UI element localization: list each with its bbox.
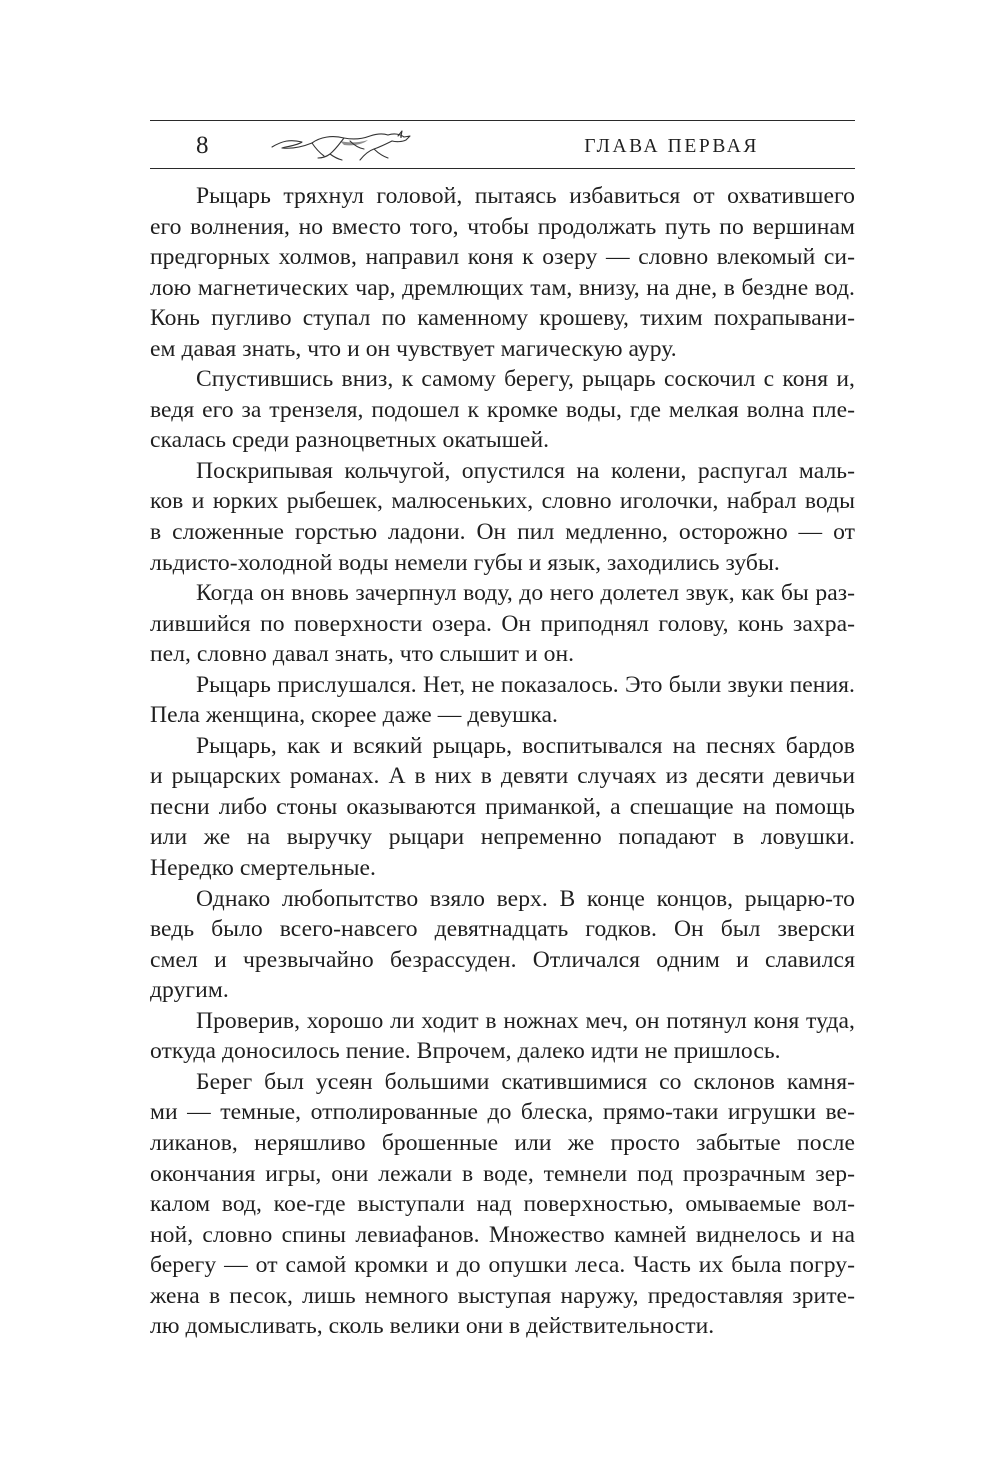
text-line: Конь пугливо ступал по каменному крошеву, тихим похрапывани- bbox=[150, 305, 855, 332]
text-line: Однако любопытство взяло верх. В конце концов, рыцарю-то bbox=[196, 885, 855, 912]
text-line: ведя его за трензеля, подошел к кромке воды, где мелкая волна пле- bbox=[150, 396, 855, 423]
text-line: ем давая знать, что и он чувствует магическую ауру. bbox=[150, 335, 677, 362]
page-number: 8 bbox=[196, 132, 209, 159]
text-line: Рыцарь прислушался. Нет, не показалось. Это были звуки пения. bbox=[196, 671, 855, 698]
text-line: ведь было всего-навсего девятнадцать годков. Он был зверски bbox=[150, 916, 855, 943]
text-line: Рыцарь, как и всякий рыцарь, воспитывался на песнях бардов bbox=[196, 732, 855, 759]
text-line: или же на выручку рыцари непременно попадают в ловушки. bbox=[150, 824, 855, 851]
paragraph-9 bbox=[150, 1067, 855, 1342]
text-line: в сложенные горстью ладони. Он пил медленно, осторожно — от bbox=[150, 519, 855, 546]
text-line: льдисто-холодной воды немели губы и язык, заходились зубы. bbox=[150, 549, 780, 576]
running-wolf-ornament-icon bbox=[268, 127, 418, 165]
text-line: ной, словно спины левиафанов. Множество камней виднелось и на bbox=[150, 1221, 855, 1248]
chapter-title: ГЛАВА ПЕРВАЯ bbox=[584, 136, 759, 157]
text-line: ков и юрких рыбешек, малюсеньких, словно иголочки, набрал воды bbox=[150, 488, 855, 515]
text-line: Поскрипывая кольчугой, опустился на колени, распугал маль- bbox=[196, 457, 855, 484]
paragraph-6 bbox=[150, 731, 855, 884]
text-line: смел и чрезвычайно безрассуден. Отличался одним и славился bbox=[150, 946, 855, 973]
text-line: Нередко смертельные. bbox=[150, 855, 376, 882]
text-line: окончания игры, они лежали в воде, темнели под прозрачным зер- bbox=[150, 1160, 855, 1187]
paragraph-3 bbox=[150, 456, 855, 578]
body-text bbox=[150, 181, 855, 1342]
text-line: жена в песок, лишь немного выступая наружу, предоставляя зрите- bbox=[150, 1282, 855, 1309]
running-header bbox=[150, 124, 855, 168]
text-line: берегу — от самой кромки и до опушки леса. Часть их была погру- bbox=[150, 1252, 855, 1279]
paragraph-5 bbox=[150, 670, 855, 731]
text-line: лою магнетических чар, дремлющих там, внизу, на дне, в бездне вод. bbox=[150, 274, 855, 301]
paragraph-8 bbox=[150, 1006, 855, 1067]
header-top-rule bbox=[150, 120, 855, 121]
text-line: Спустившись вниз, к самому берегу, рыцарь соскочил с коня и, bbox=[196, 366, 855, 393]
text-line: откуда доносилось пение. Впрочем, далеко идти не пришлось. bbox=[150, 1038, 781, 1065]
text-line: пел, словно давал знать, что слышит и он. bbox=[150, 641, 575, 668]
text-line: скалась среди разноцветных окатышей. bbox=[150, 427, 550, 454]
text-line: Проверив, хорошо ли ходит в ножнах меч, он потянул коня туда, bbox=[196, 1007, 855, 1034]
text-line: другим. bbox=[150, 977, 229, 1004]
text-line: Когда он вновь зачерпнул воду, до него долетел звук, как бы раз- bbox=[196, 580, 855, 607]
text-line: лю домысливать, сколь велики они в действительности. bbox=[150, 1313, 715, 1340]
text-line: Рыцарь тряхнул головой, пытаясь избавиться от охватившего bbox=[196, 183, 855, 209]
text-line: ми — темные, отполированные до блеска, прямо-таки игрушки ве- bbox=[150, 1099, 855, 1126]
paragraph-4 bbox=[150, 578, 855, 670]
text-line: песни либо стоны оказываются приманкой, а спешащие на помощь bbox=[150, 793, 855, 820]
paragraph-2 bbox=[150, 364, 855, 456]
text-line: ликанов, неряшливо брошенные или же просто забытые после bbox=[150, 1129, 855, 1156]
text-line: лившийся по поверхности озера. Он приподнял голову, конь захра- bbox=[150, 610, 855, 637]
text-line: Пела женщина, скорее даже — девушка. bbox=[150, 702, 558, 729]
text-line: и рыцарских романах. А в них в девяти случаях из десяти девичьи bbox=[150, 763, 855, 790]
paragraph-1 bbox=[150, 181, 855, 364]
header-bottom-rule bbox=[150, 168, 855, 169]
text-line: предгорных холмов, направил коня к озеру — словно влекомый си- bbox=[150, 244, 855, 271]
book-page bbox=[150, 120, 855, 1342]
text-line: Берег был усеян большими скатившимися со склонов камня- bbox=[196, 1068, 855, 1095]
text-line: калом вод, кое-где выступали над поверхностью, омываемые вол- bbox=[150, 1191, 855, 1218]
text-line: его волнения, но вместо того, чтобы продолжать путь по вершинам bbox=[150, 213, 855, 240]
paragraph-7 bbox=[150, 884, 855, 1006]
